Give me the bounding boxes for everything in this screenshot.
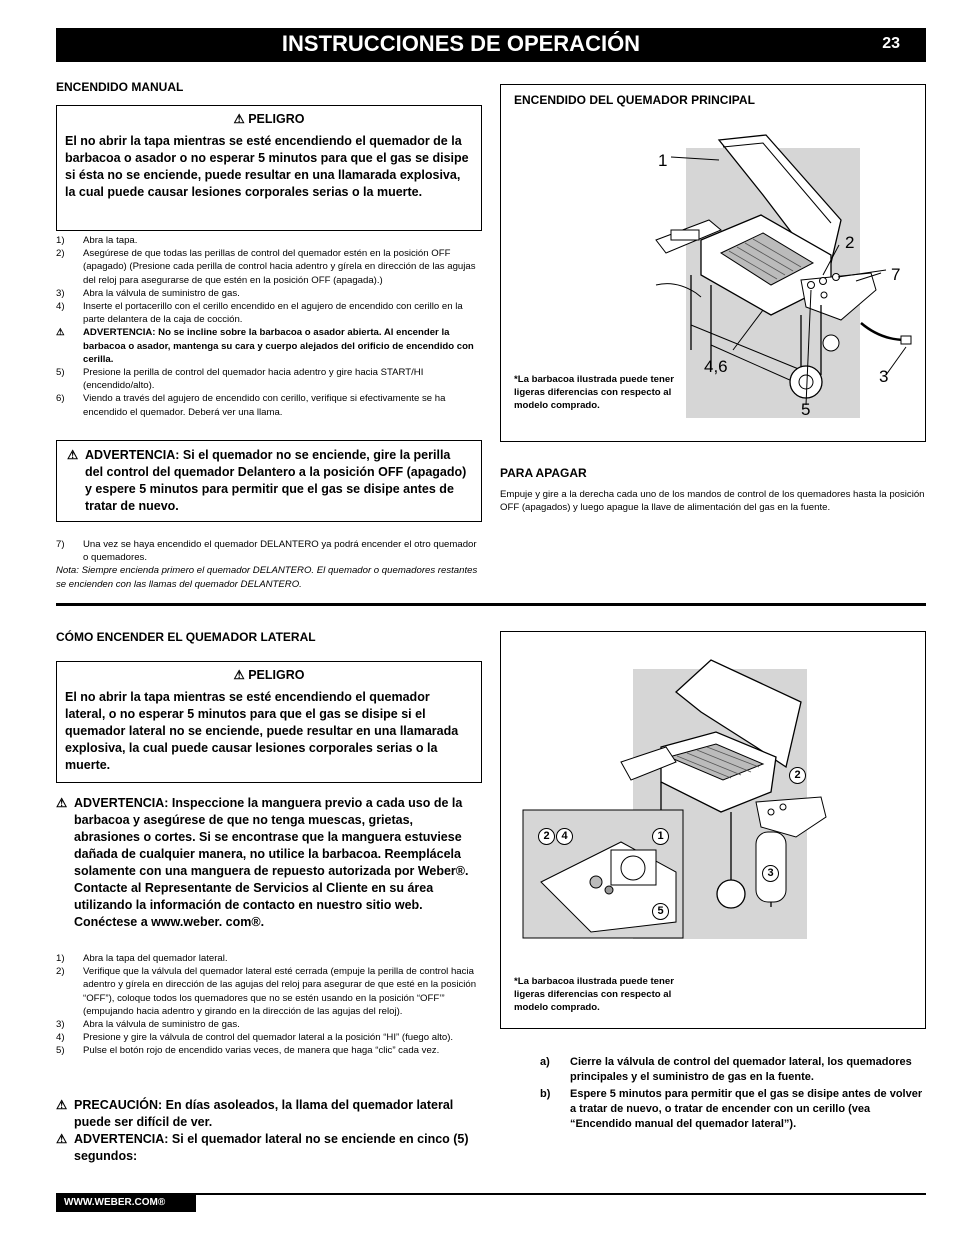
step-item [56,300,482,326]
item-text: Cierre la válvula de control del quemador lateral, los quemadores principales y el suministro de gas en la fuente. [570,1056,912,1083]
apagar-title: PARA APAGAR [500,466,587,480]
callout-3: 3 [762,865,779,882]
step-item [56,287,482,300]
warning-triangle-icon: ⚠ [56,1132,68,1146]
step-text: Verifique que la válvula del quemador lateral esté cerrada (empuje la perilla de control hacia adentro y gírela en dirección de las agujas del reloj para asegurar de que esté en la posición “OFF”), coloque todos los quemadores que no se estén usando en la posición “OFF’” (empujando hacia adentro y girando en la dirección de las agujas del reloj). [83,966,477,1017]
lateral-danger-box [56,661,482,783]
step-text: Presione y gire la válvula de control del quemador lateral a la posición “HI” (fuego alto). [83,1032,454,1044]
warning-triangle-icon: ⚠ [56,1098,68,1112]
callout-7: 7 [891,265,901,284]
danger-text: El no abrir la tapa mientras se esté encendiendo el quemador lateral, o no esperar 5 minutos para que el gas se disipe si el quemador lateral no se enciende, puede resultar en una llamarada explosiva, la cual puede causar lesiones corporales serias o la muerte. [65,690,459,772]
step-item [56,247,482,287]
step-text: Abra la válvula de suministro de gas. [83,1019,240,1031]
step-number: 3) [56,287,65,299]
step-item [56,392,482,418]
danger-heading [65,667,473,682]
item-letter: b) [540,1088,551,1100]
manual-note: Nota: Siempre encienda primero el quemador DELANTERO. El quemador o quemadores restantes se encienden con las llamas del quemador DELANTERO. [56,565,478,590]
danger-text: El no abrir la tapa mientras se esté encendiendo el quemador de la barbacoa o asador o no esperar 5 minutos para que el gas se disipe si ésta no se enciende, puede resultar en una llamarada explosiva, la cual puede causar lesiones corporales serias o la muerte. [65,134,469,199]
step-text: Pulse el botón rojo de encendido varias veces, de manera que haga “clic” cada vez. [83,1045,440,1057]
section-divider [56,603,926,606]
callout-2-inset: 2 [538,828,555,845]
step-number: 1) [56,235,65,246]
callout-4-inset: 4 [556,828,573,845]
step-7 [56,538,482,591]
step-item [56,326,482,366]
warning-text: ADVERTENCIA: Si el quemador no se enciende, gire la perilla del control del quemador Delantero a la posición OFF (apagado) y espere 5 minutos para permitir que el gas se disipe antes de tratar de nuevo. [85,448,467,513]
step-text: Abra la tapa. [83,235,138,246]
step-number: ⚠ [56,327,65,339]
apagar-text: Empuje y gire a la derecha cada uno de los mandos de control de los quemadores hasta la posición OFF (apagados) y luego apague la llave de alimentación del gas en la fuente. [500,489,925,514]
callout-1: 1 [658,151,668,170]
warning-triangle-icon: ⚠ [67,448,79,462]
step-number: 5) [56,1045,65,1057]
step-number: 2) [56,966,65,978]
step-item [56,1044,482,1057]
lateral-off-item [540,1055,930,1085]
lateral-off-steps [540,1055,930,1134]
step-item [56,952,482,965]
lateral-off-item [540,1087,930,1132]
danger-label: PELIGRO [248,112,305,126]
callout-5: 5 [801,400,811,419]
step-number: 4) [56,301,65,313]
step-number: 7) [56,539,65,550]
page-number: 23 [882,35,900,52]
step-text: Presione la perilla de control del quemador hacia adentro y gire hacia START/HI (encendido/alto). [83,367,424,392]
footer-website: WWW.WEBER.COM® [64,1197,166,1208]
step-text: ADVERTENCIA: No se incline sobre la barbacoa o asador abierta. Al encender la barbacoa o asador, mantenga su cara y cuerpo alejados del orificio de encendido con cerilla. [83,327,474,365]
callout-2-main: 2 [789,767,806,784]
manual-section-title: ENCENDIDO MANUAL [56,80,184,94]
step-text: Abra la válvula de suministro de gas. [83,287,240,299]
step-item [56,1031,482,1044]
step-number: 4) [56,1032,65,1044]
item-text: Espere 5 minutos para permitir que el gas se disipe antes de volver a tratar de nuevo, o tratar de encender con un cerillo (vea “Encendido manual del quemador lateral”). [570,1088,923,1130]
step-item [56,965,482,1018]
callout-2: 2 [845,233,855,252]
step-item [56,366,482,392]
warning2-text-block [56,1131,476,1165]
warning-text: ADVERTENCIA: Inspeccione la manguera previo a cada uso de la barbacoa y asegúrese de que no tenga muescas, grietas, abrasiones o cortes. Si se encontrase que la manguera estuviese dañada de cualquier manera, no utilice la barbacoa. Reemplácela solamente con una manguera de repuesto autorizada por Weber®. Contacte al Representante de Servicios al Cliente en su área utilizando la información de contacto en nuestro sitio web. Conéctese a www.weber. com®. [74,796,469,929]
step-text: Una vez se haya encendido el quemador DELANTERO ya podrá encender el otro quemador o quemadores. [83,539,477,564]
callout-3: 3 [879,367,889,386]
item-letter: a) [540,1056,550,1068]
warning-triangle-icon: ⚠ [233,668,249,682]
danger-box [56,105,482,231]
callout-5-inset: 5 [652,903,669,920]
figure-main-burner [500,84,926,442]
step-item [56,1018,482,1031]
callout-4-6: 4,6 [704,357,728,376]
figure-note: *La barbacoa ilustrada puede tener ligeras diferencias con respecto al modelo comprado. [514,976,674,1013]
manual-steps-list [56,234,482,419]
footer-tab [56,1195,196,1212]
danger-label: PELIGRO [248,668,305,682]
warning-text-block [67,447,471,515]
step-number: 5) [56,367,65,379]
step-number: 2) [56,248,65,260]
lateral-section-title: CÓMO ENCENDER EL QUEMADOR LATERAL [56,630,316,644]
lateral-steps-list [56,952,482,1058]
warning-triangle-icon: ⚠ [233,112,249,126]
step-item [56,234,482,247]
callout-1-inset: 1 [652,828,669,845]
step-text: Inserte el portacerillo con el cerillo encendido en el agujero de encendido con cerillo en la parte delantera de la caja de cocción. [83,301,463,326]
step-text: Asegúrese de que todas las perillas de control del quemador estén en la posición OFF (apagado) (Presione cada perilla de control hacia adentro y gírela en dirección de las agujas del reloj para asegurarse de que estén en la posición OFF (apagada).) [83,248,476,286]
step-text: Abra la tapa del quemador lateral. [83,953,228,964]
step-number: 3) [56,1019,65,1031]
page-title: INSTRUCCIONES DE OPERACIÓN [281,31,641,56]
warning-triangle-icon: ⚠ [56,796,68,810]
figure-note: *La barbacoa ilustrada puede tener ligeras diferencias con respecto al modelo comprado. [514,374,674,411]
caution-text-block [56,1097,476,1131]
step-number: 6) [56,393,65,405]
warning2-text: ADVERTENCIA: Si el quemador lateral no se enciende en cinco (5) segundos: [74,1132,469,1163]
caution-text: PRECAUCIÓN: En días asoleados, la llama del quemador lateral puede ser difícil de ver. [74,1098,454,1129]
figure-side-burner [500,631,926,1029]
warning-box [56,440,482,522]
page-header [56,28,926,62]
step-number: 1) [56,953,65,964]
danger-heading [65,111,473,126]
step-text: Viendo a través del agujero de encendido con cerillo, verifique si efectivamente se ha encendido el quemador. Deberá ver una llama. [83,393,446,418]
hose-warning [56,795,476,931]
figure-title: ENCENDIDO DEL QUEMADOR PRINCIPAL [514,93,755,107]
